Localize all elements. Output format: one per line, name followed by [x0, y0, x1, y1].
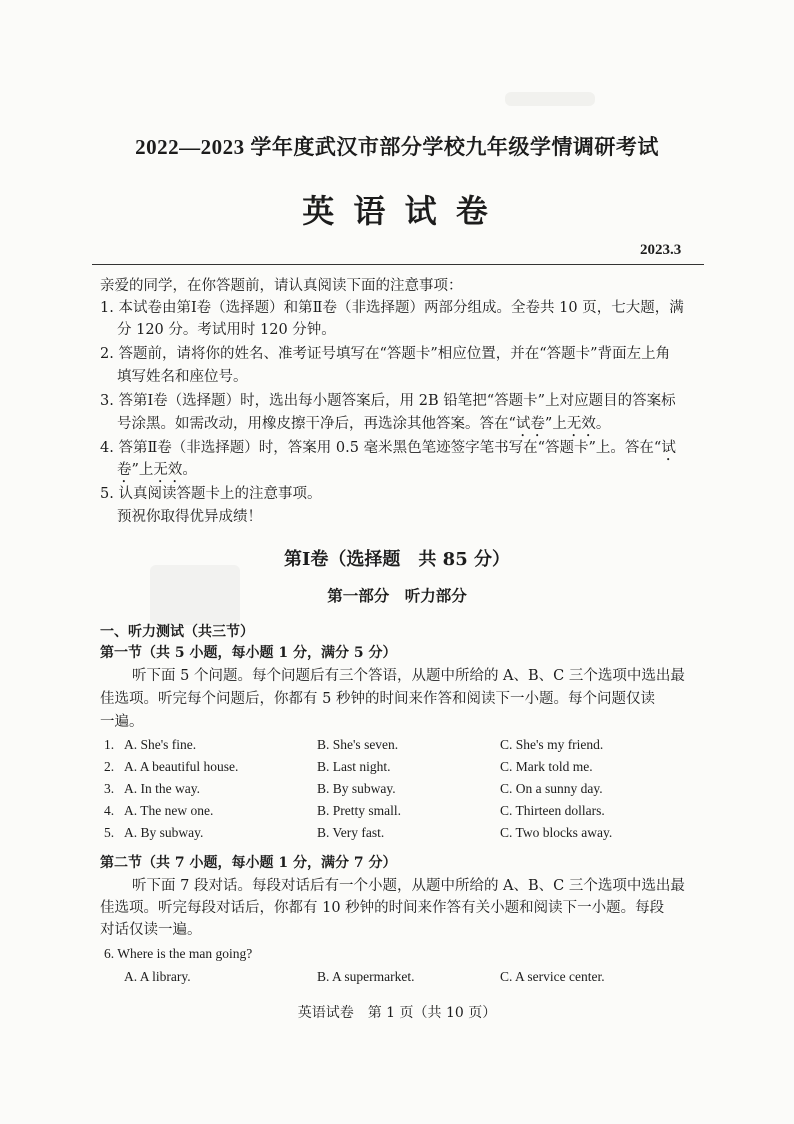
notice-text: 4. 答第Ⅱ卷（非选择题）时，答案用 0.5 毫米黑色笔迹签字笔书写在“答题卡”上。答在“: [100, 440, 662, 456]
header-divider: [92, 264, 704, 265]
notice-item-3-cont: [117, 415, 610, 440]
sec1-instruction: 佳选项。听完每个问题后，你都有 5 秒钟的时间来作答和阅读下一小题。每个问题仅读: [100, 691, 655, 707]
notice-greeting: 亲爱的同学，在你答题前，请认真阅读下面的注意事项：: [100, 278, 463, 294]
sec1-instruction: 一遍。: [100, 714, 144, 730]
sec2-instruction: 对话仅读一遍。: [100, 922, 202, 938]
option-b: B. Very fast.: [317, 825, 385, 840]
scan-smudge: [505, 92, 595, 106]
notice-text: 。: [182, 462, 197, 478]
option-a: A. By subway.: [124, 825, 204, 840]
emphasized-text: 试: [661, 440, 676, 456]
option-c: C. She's my friend.: [500, 737, 604, 752]
option-a: A. In the way.: [124, 781, 200, 796]
sec2-heading: 第二节（共 7 小题，每小题 1 分，满分 7 分）: [100, 855, 397, 871]
option-a: A. The new one.: [124, 803, 214, 818]
notice-item-3: 3. 答第Ⅰ卷（选择题）时，选出每小题答案后，用 2B 铅笔把“答题卡”上对应题目的答案标: [100, 393, 676, 409]
option-b: B. She's seven.: [317, 737, 399, 752]
emphasized-text: 无效: [566, 416, 596, 432]
option-c: C. Two blocks away.: [500, 825, 613, 840]
exam-date: 2023.3: [640, 242, 682, 258]
notice-item-1: 1. 本试卷由第Ⅰ卷（选择题）和第Ⅱ卷（非选择题）两部分组成。全卷共 10 页，七大题，满: [100, 300, 684, 316]
question-number: 5.: [104, 825, 115, 840]
option-b: B. Pretty small.: [317, 803, 401, 818]
sec2-instruction: 听下面 7 段对话。每段对话后有一个小题，从题中所给的 A、B、C 三个选项中选出最: [132, 878, 685, 894]
option-b: B. A supermarket.: [317, 969, 415, 984]
sec2-instruction: 佳选项。听完每段对话后，你都有 10 秒钟的时间来作答有关小题和阅读下一小题。每段: [100, 900, 665, 916]
option-a: A. A beautiful house.: [124, 759, 239, 774]
option-c: C. Thirteen dollars.: [500, 803, 605, 818]
notice-text: ”上: [131, 462, 154, 478]
notice-item-2: 2. 答题前，请将你的姓名、准考证号填写在“答题卡”相应位置，并在“答题卡”背面左上角: [100, 346, 671, 362]
emphasized-text: 无效: [153, 462, 183, 478]
part-title: 第一部分 听力部分: [327, 586, 467, 605]
notice-item-2-cont: 填写姓名和座位号。: [117, 369, 248, 385]
option-b: B. Last night.: [317, 759, 391, 774]
notice-item-4-cont: [117, 461, 197, 486]
question-number: 1.: [104, 737, 115, 752]
option-a: A. A library.: [124, 969, 191, 984]
question-number: 2.: [104, 759, 115, 774]
notice-text: 号涂黑。如需改动，用橡皮擦干净后，再选涂其他答案。答在“: [117, 416, 516, 432]
option-c: C. A service center.: [500, 969, 605, 984]
notice-text: 。: [595, 416, 611, 432]
question-number: 4.: [104, 803, 115, 818]
sec1-instruction: 听下面 5 个问题。每个问题后有三个答语，从题中所给的 A、B、C 三个选项中选出最: [132, 668, 685, 684]
section-heading: 一、听力测试（共三节）: [100, 624, 254, 640]
option-c: C. On a sunny day.: [500, 781, 603, 796]
notice-item-1-cont: 分 120 分。考试用时 120 分钟。: [117, 322, 336, 338]
option-a: A. She's fine.: [124, 737, 197, 752]
emphasized-text: 卷: [117, 462, 132, 478]
emphasized-text: 试卷: [515, 416, 545, 432]
notice-wish: 预祝你取得优异成绩！: [117, 509, 262, 525]
volume-title: 第Ⅰ卷（选择题 共 85 分）: [283, 549, 510, 570]
exam-title: 2022—2023 学年度武汉市部分学校九年级学情调研考试: [135, 135, 659, 159]
sec1-heading: 第一节（共 5 小题，每小题 1 分，满分 5 分）: [100, 645, 397, 661]
option-b: B. By subway.: [317, 781, 396, 796]
question-stem: 6. Where is the man going?: [104, 946, 253, 961]
page-footer: 英语试卷 第 1 页（共 10 页）: [297, 1005, 497, 1021]
paper-title: 英 语 试 卷: [302, 192, 492, 230]
question-number: 3.: [104, 781, 115, 796]
notice-text: ”上: [544, 416, 567, 432]
notice-item-5: 5. 认真阅读答题卡上的注意事项。: [100, 486, 322, 502]
option-c: C. Mark told me.: [500, 759, 593, 774]
